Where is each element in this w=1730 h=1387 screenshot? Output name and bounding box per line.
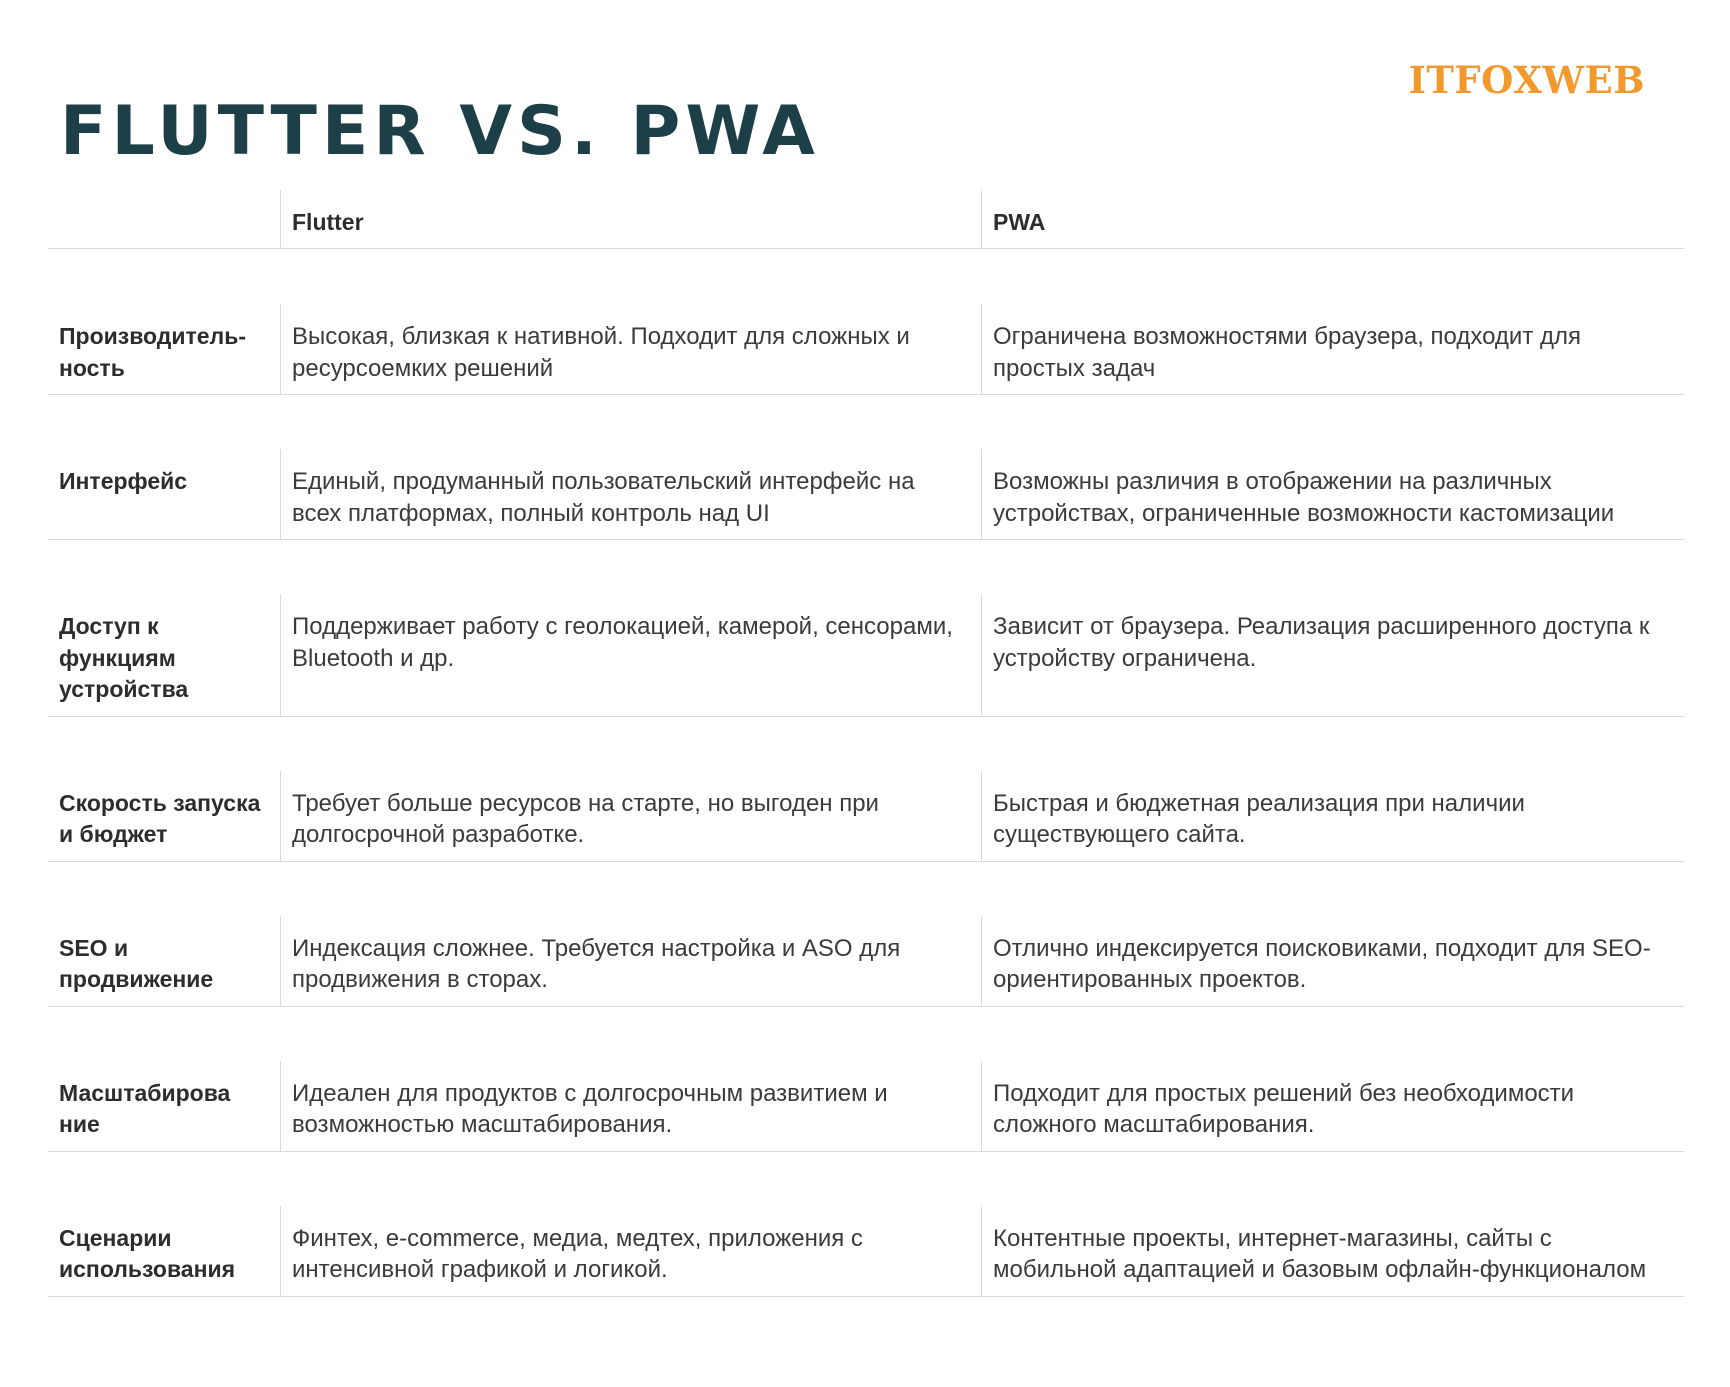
table-row-performance <box>48 304 1684 395</box>
pwa-cell: Контентные проекты, интернет-магазины, сайты с мобильной адаптацией и базовым офлайн-функционалом <box>981 1206 1684 1296</box>
flutter-cell: Финтех, e-commerce, медиа, медтех, приложения с интенсивной графикой и логикой. <box>280 1206 981 1296</box>
header-flutter: Flutter <box>280 190 981 248</box>
pwa-cell: Подходит для простых решений без необходимости сложного масштабирования. <box>981 1061 1684 1151</box>
flutter-cell: Единый, продуманный пользовательский интерфейс на всех платформах, полный контроль над UI <box>280 449 981 539</box>
row-label: Интерфейс <box>59 468 188 494</box>
table-row-launch-budget <box>48 771 1684 862</box>
flutter-cell: Идеален для продуктов с долгосрочным развитием и возможностью масштабирования. <box>280 1061 981 1151</box>
row-label: Производитель-ность <box>59 323 246 381</box>
row-label: Доступ к функциям устройства <box>59 613 189 702</box>
row-label: Масштабирова ние <box>59 1079 231 1137</box>
flutter-cell: Индексация сложнее. Требуется настройка и ASO для продвижения в сторах. <box>280 916 981 1006</box>
table-row-interface <box>48 449 1684 540</box>
flutter-cell: Высокая, близкая к нативной. Подходит для сложных и ресурсоемких решений <box>280 304 981 394</box>
row-label: Скорость запуска и бюджет <box>59 789 261 847</box>
pwa-cell: Быстрая и бюджетная реализация при наличии существующего сайта. <box>981 771 1684 861</box>
header-pwa: PWA <box>981 190 1684 248</box>
table-row-scaling <box>48 1061 1684 1152</box>
page-title: FLUTTER VS. PWA <box>60 92 820 171</box>
flutter-cell: Поддерживает работу с геолокацией, камерой, сенсорами, Bluetooth и др. <box>280 594 981 716</box>
flutter-cell: Требует больше ресурсов на старте, но выгоден при долгосрочной разработке. <box>280 771 981 861</box>
pwa-cell: Отлично индексируется поисковиками, подходит для SEO-ориентированных проектов. <box>981 916 1684 1006</box>
pwa-cell: Ограничена возможностями браузера, подходит для простых задач <box>981 304 1684 394</box>
header-empty-cell <box>48 190 280 248</box>
brand-logo: ITFOXWEB <box>1408 58 1645 102</box>
table-row-seo <box>48 916 1684 1007</box>
table-row-device-access <box>48 594 1684 717</box>
row-label: Сценарии использования <box>59 1224 236 1282</box>
pwa-cell: Зависит от браузера. Реализация расширенного доступа к устройству ограничена. <box>981 594 1684 716</box>
table-row-use-cases <box>48 1206 1684 1297</box>
table-header-row <box>48 190 1684 249</box>
pwa-cell: Возможны различия в отображении на различных устройствах, ограниченные возможности кастомизации <box>981 449 1684 539</box>
comparison-table <box>48 190 1684 1297</box>
row-label: SEO и продвижение <box>59 934 214 992</box>
